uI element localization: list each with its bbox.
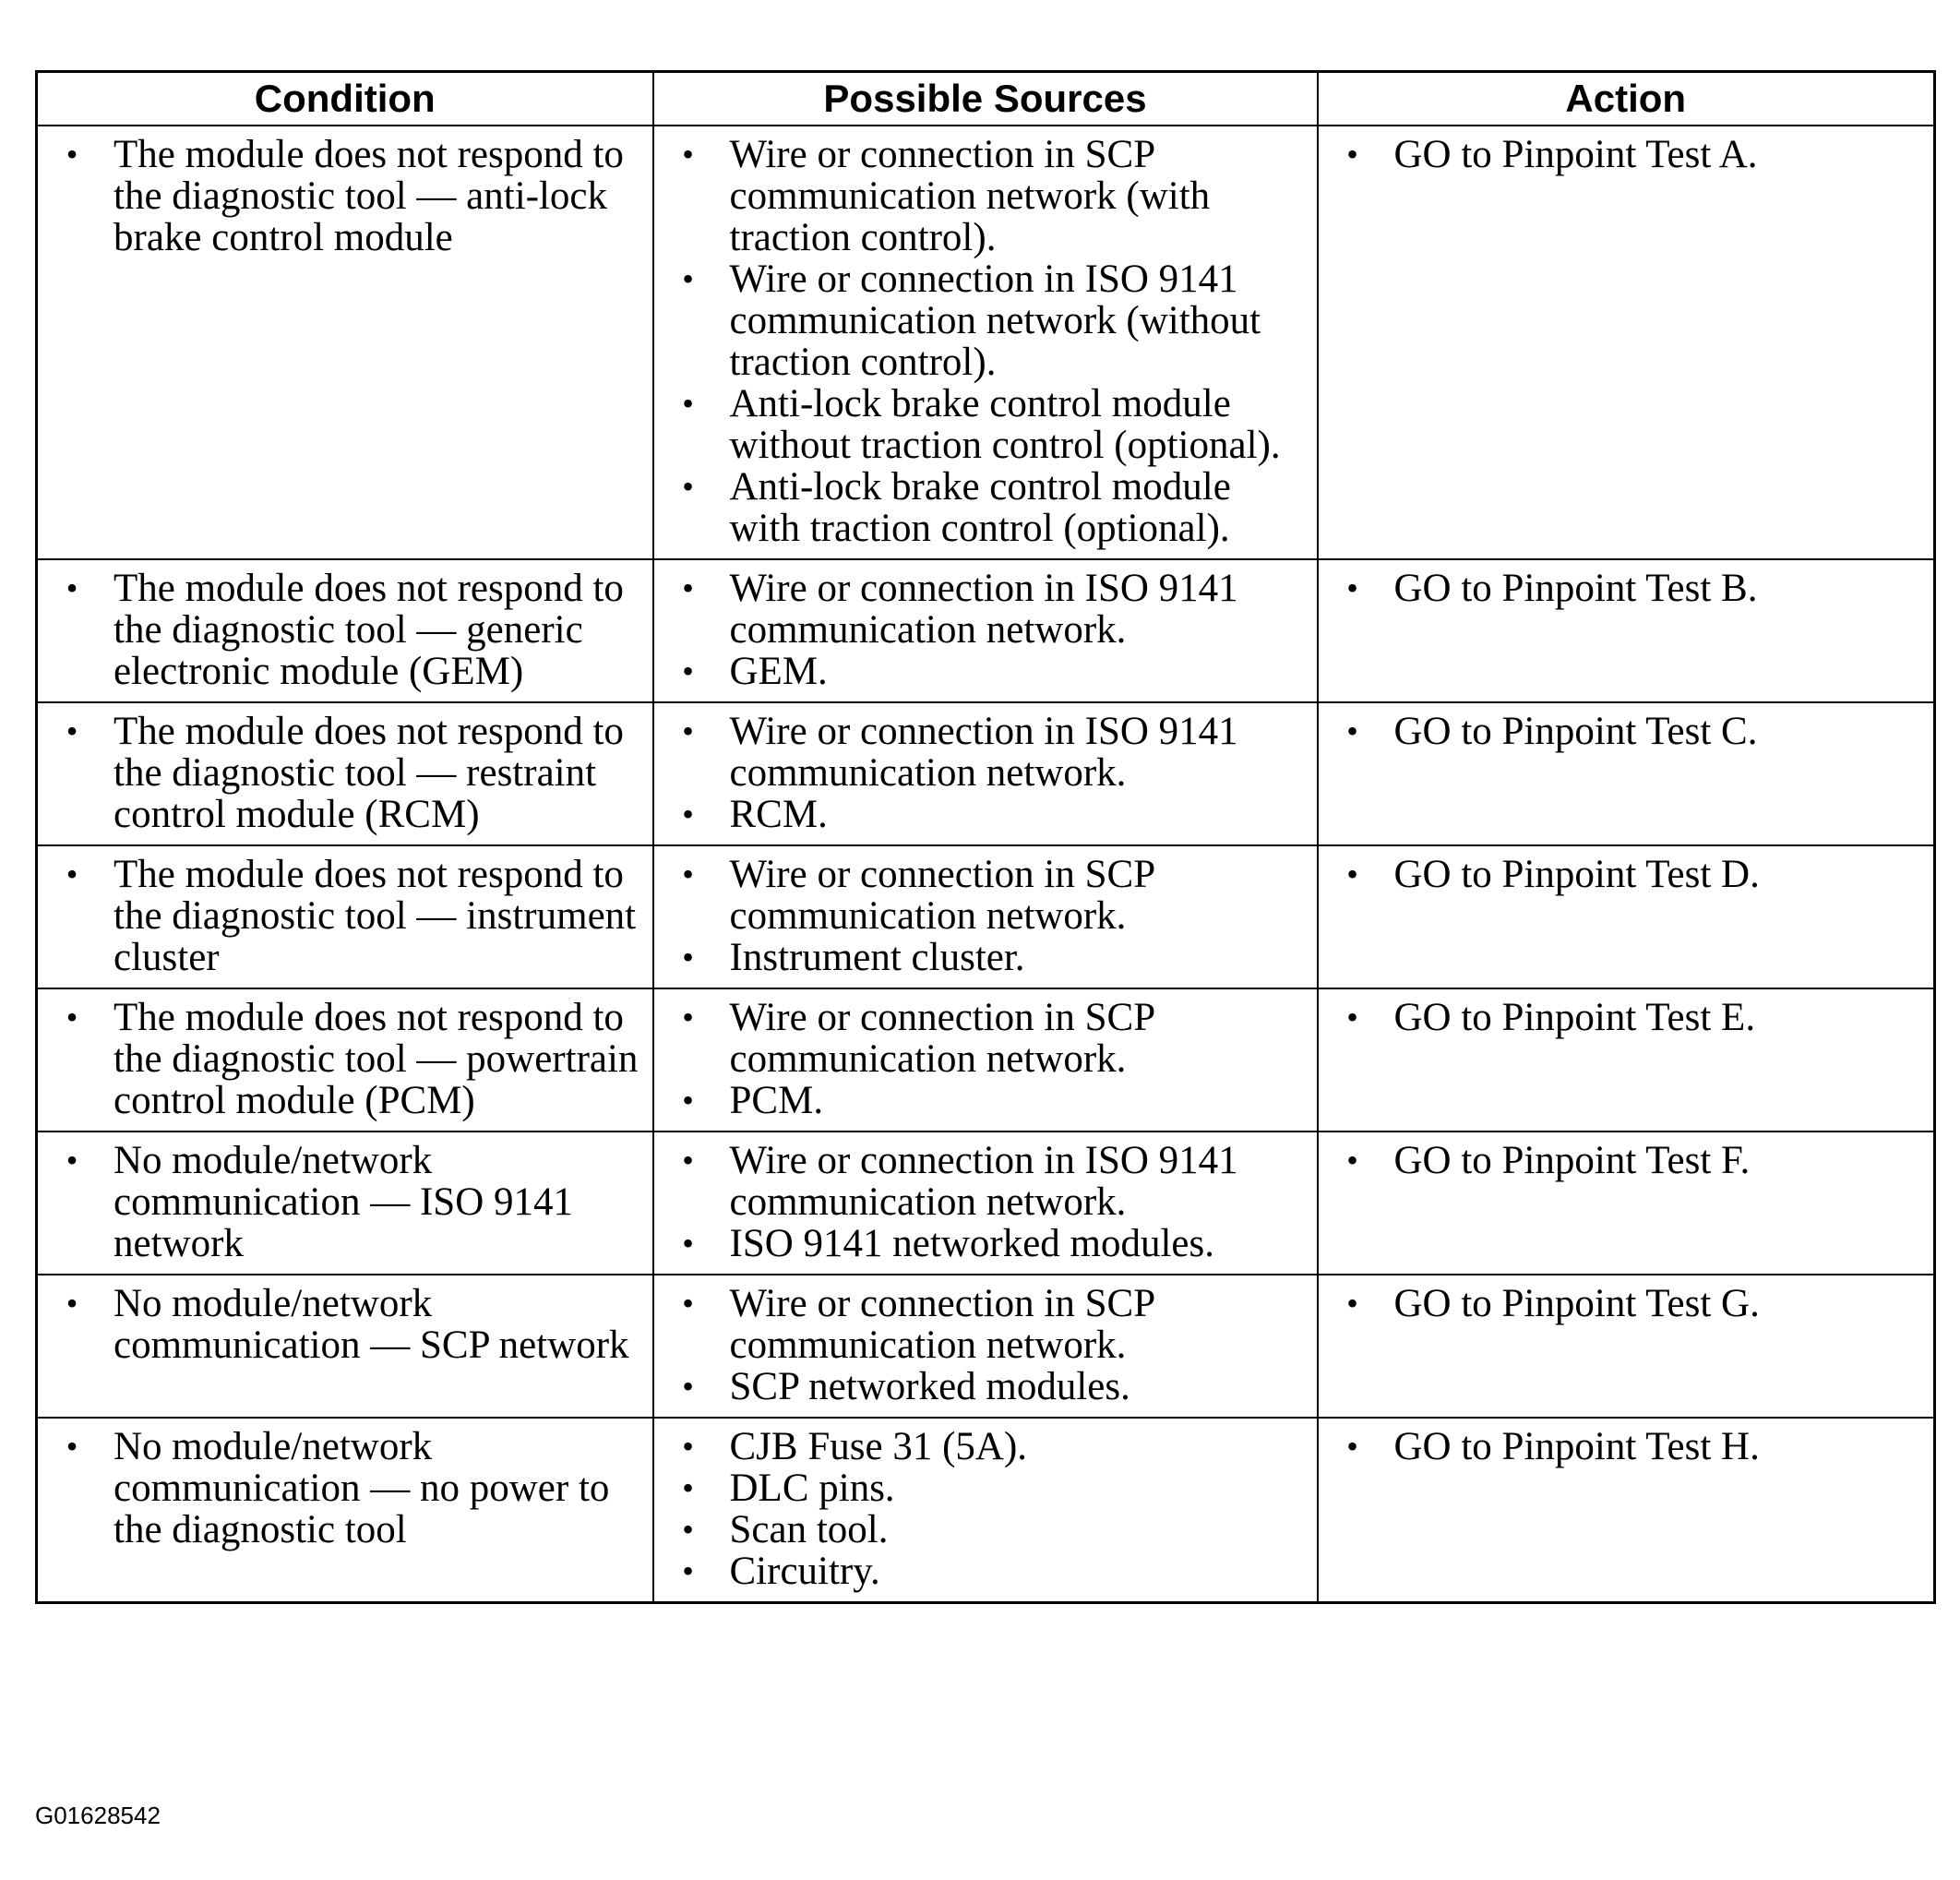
action-item-text: GO to Pinpoint Test C.: [1393, 710, 1758, 753]
source-item: [654, 651, 1311, 692]
source-item-text: Wire or connection in SCP communication network.: [729, 1282, 1154, 1367]
action-cell: [1318, 1132, 1935, 1275]
condition-cell: [37, 1132, 653, 1275]
action-item-text: GO to Pinpoint Test F.: [1393, 1139, 1751, 1182]
condition-item: [38, 568, 647, 692]
condition-item-text: The module does not respond to the diagnostic tool — anti-lock brake control module: [114, 133, 624, 259]
bullet-icon: •: [66, 1285, 78, 1322]
action-cell: [1318, 1275, 1935, 1418]
source-item: [654, 1467, 1311, 1509]
bullet-icon: •: [682, 468, 694, 505]
action-item: [1319, 997, 1929, 1038]
source-item-text: CJB Fuse 31 (5A).: [729, 1425, 1028, 1468]
bullet-list: [654, 1275, 1317, 1417]
bullet-icon: •: [1346, 569, 1358, 606]
condition-item: [38, 1283, 647, 1366]
condition-item-text: No module/network communication — ISO 9141 network: [114, 1139, 574, 1265]
condition-item-text: The module does not respond to the diagnostic tool — instrument cluster: [114, 853, 637, 979]
bullet-icon: •: [1346, 999, 1358, 1036]
action-item-text: GO to Pinpoint Test D.: [1393, 853, 1760, 896]
bullet-list: [38, 846, 652, 988]
condition-item: [38, 134, 647, 258]
action-cell: [1318, 845, 1935, 988]
bullet-icon: •: [682, 856, 694, 892]
source-item: [654, 1080, 1311, 1121]
bullet-icon: •: [682, 1469, 694, 1506]
source-item: [654, 466, 1311, 549]
condition-cell: [37, 559, 653, 702]
condition-cell: [37, 845, 653, 988]
possible-sources-cell: [653, 988, 1318, 1132]
header-action: Action: [1318, 72, 1935, 126]
bullet-list: [1319, 703, 1934, 761]
condition-item: [38, 1426, 647, 1551]
figure-id: G01628542: [35, 1802, 161, 1829]
source-item-text: GEM.: [729, 650, 828, 693]
source-item: [654, 134, 1311, 258]
bullet-icon: •: [682, 1285, 694, 1322]
action-cell: [1318, 1418, 1935, 1603]
condition-item-text: The module does not respond to the diagnostic tool — generic electronic module (GEM): [114, 567, 624, 693]
action-item: [1319, 134, 1929, 175]
action-item-text: GO to Pinpoint Test H.: [1393, 1425, 1760, 1468]
bullet-list: [1319, 989, 1934, 1048]
table-row: [37, 988, 1935, 1132]
condition-cell: [37, 1275, 653, 1418]
source-item-text: Wire or connection in ISO 9141 communication network.: [729, 710, 1238, 795]
table-row: [37, 126, 1935, 559]
possible-sources-cell: [653, 845, 1318, 988]
bullet-icon: •: [682, 385, 694, 422]
source-item: [654, 1366, 1311, 1407]
action-item: [1319, 1426, 1929, 1467]
source-item: [654, 1551, 1311, 1592]
bullet-icon: •: [66, 999, 78, 1036]
source-item: [654, 1140, 1311, 1223]
condition-item-text: No module/network communication — no power to the diagnostic tool: [114, 1425, 610, 1551]
bullet-icon: •: [66, 712, 78, 749]
action-item-text: GO to Pinpoint Test G.: [1393, 1282, 1760, 1325]
source-item: [654, 937, 1311, 978]
table-row: [37, 1132, 1935, 1275]
bullet-icon: •: [1346, 1285, 1358, 1322]
condition-item: [38, 1140, 647, 1264]
source-item-text: Scan tool.: [729, 1508, 889, 1551]
bullet-icon: •: [682, 999, 694, 1036]
source-item-text: Wire or connection in SCP communication network (with traction control).: [729, 133, 1211, 259]
bullet-icon: •: [66, 856, 78, 892]
condition-item: [38, 997, 647, 1121]
bullet-list: [1319, 560, 1934, 618]
condition-cell: [37, 1418, 653, 1603]
condition-item: [38, 711, 647, 835]
bullet-list: [38, 126, 652, 268]
source-item-text: Anti-lock brake control module without traction control (optional).: [729, 382, 1281, 467]
bullet-list: [38, 703, 652, 844]
possible-sources-cell: [653, 126, 1318, 559]
source-item: [654, 568, 1311, 651]
bullet-icon: •: [66, 1428, 78, 1465]
source-item-text: SCP networked modules.: [729, 1365, 1130, 1408]
bullet-list: [654, 560, 1317, 701]
bullet-list: [38, 989, 652, 1131]
action-item: [1319, 568, 1929, 609]
table-row: [37, 845, 1935, 988]
bullet-list: [1319, 846, 1934, 904]
action-item-text: GO to Pinpoint Test A.: [1393, 133, 1758, 176]
header-condition: Condition: [37, 72, 653, 126]
bullet-list: [1319, 1419, 1934, 1477]
bullet-list: [654, 703, 1317, 844]
action-item-text: GO to Pinpoint Test B.: [1393, 567, 1758, 610]
bullet-list: [38, 1419, 652, 1560]
header-row: [37, 72, 1935, 126]
bullet-list: [1319, 126, 1934, 185]
source-item: [654, 794, 1311, 835]
bullet-list: [654, 846, 1317, 988]
possible-sources-cell: [653, 559, 1318, 702]
bullet-icon: •: [682, 260, 694, 297]
source-item: [654, 1509, 1311, 1551]
action-cell: [1318, 559, 1935, 702]
action-item: [1319, 1140, 1929, 1181]
bullet-list: [38, 560, 652, 701]
action-item: [1319, 854, 1929, 895]
source-item-text: Wire or connection in ISO 9141 communication network.: [729, 567, 1238, 652]
action-item: [1319, 1283, 1929, 1324]
table-row: [37, 1418, 1935, 1603]
possible-sources-cell: [653, 702, 1318, 845]
bullet-icon: •: [1346, 136, 1358, 173]
bullet-list: [38, 1132, 652, 1274]
bullet-list: [1319, 1275, 1934, 1334]
action-cell: [1318, 988, 1935, 1132]
bullet-icon: •: [682, 1552, 694, 1589]
table-row: [37, 1275, 1935, 1418]
bullet-list: [654, 989, 1317, 1131]
condition-cell: [37, 126, 653, 559]
bullet-list: [654, 1132, 1317, 1274]
possible-sources-cell: [653, 1418, 1318, 1603]
source-item-text: ISO 9141 networked modules.: [729, 1222, 1214, 1265]
table-row: [37, 559, 1935, 702]
source-item-text: Wire or connection in ISO 9141 communication network (without traction control).: [729, 257, 1261, 384]
bullet-icon: •: [66, 136, 78, 173]
bullet-icon: •: [1346, 856, 1358, 892]
source-item: [654, 997, 1311, 1080]
bullet-list: [654, 126, 1317, 558]
source-item-text: PCM.: [729, 1079, 824, 1122]
bullet-list: [38, 1275, 652, 1375]
bullet-icon: •: [1346, 1142, 1358, 1179]
bullet-icon: •: [682, 712, 694, 749]
bullet-icon: •: [1346, 1428, 1358, 1465]
bullet-icon: •: [682, 653, 694, 689]
table-row: [37, 702, 1935, 845]
condition-cell: [37, 702, 653, 845]
bullet-icon: •: [682, 796, 694, 832]
bullet-icon: •: [682, 1511, 694, 1548]
condition-cell: [37, 988, 653, 1132]
bullet-icon: •: [66, 569, 78, 606]
bullet-icon: •: [682, 569, 694, 606]
source-item: [654, 711, 1311, 794]
source-item-text: Wire or connection in ISO 9141 communication network.: [729, 1139, 1238, 1224]
source-item-text: DLC pins.: [729, 1467, 895, 1510]
header-possible-sources: Possible Sources: [653, 72, 1318, 126]
bullet-icon: •: [682, 1082, 694, 1119]
table-body: [37, 126, 1935, 1603]
bullet-icon: •: [682, 1428, 694, 1465]
diagnostic-table: [35, 70, 1936, 1604]
bullet-icon: •: [1346, 712, 1358, 749]
condition-item: [38, 854, 647, 978]
source-item: [654, 854, 1311, 937]
source-item: [654, 1283, 1311, 1366]
action-item: [1319, 711, 1929, 752]
source-item-text: Instrument cluster.: [729, 936, 1025, 979]
bullet-icon: •: [66, 1142, 78, 1179]
bullet-icon: •: [682, 939, 694, 976]
bullet-list: [1319, 1132, 1934, 1191]
source-item-text: Wire or connection in SCP communication network.: [729, 996, 1154, 1081]
action-item-text: GO to Pinpoint Test E.: [1393, 996, 1756, 1039]
bullet-icon: •: [682, 136, 694, 173]
source-item: [654, 258, 1311, 383]
source-item-text: Anti-lock brake control module with traction control (optional).: [729, 465, 1231, 550]
source-item: [654, 1426, 1311, 1467]
bullet-list: [654, 1419, 1317, 1601]
source-item-text: RCM.: [729, 793, 828, 836]
bullet-icon: •: [682, 1368, 694, 1405]
bullet-icon: •: [682, 1225, 694, 1262]
action-cell: [1318, 126, 1935, 559]
source-item: [654, 383, 1311, 466]
condition-item-text: No module/network communication — SCP network: [114, 1282, 629, 1367]
condition-item-text: The module does not respond to the diagnostic tool — restraint control module (RCM): [114, 710, 624, 836]
condition-item-text: The module does not respond to the diagnostic tool — powertrain control module (PCM): [114, 996, 639, 1122]
source-item: [654, 1223, 1311, 1264]
action-cell: [1318, 702, 1935, 845]
possible-sources-cell: [653, 1275, 1318, 1418]
bullet-icon: •: [682, 1142, 694, 1179]
source-item-text: Circuitry.: [729, 1550, 880, 1593]
source-item-text: Wire or connection in SCP communication network.: [729, 853, 1154, 938]
possible-sources-cell: [653, 1132, 1318, 1275]
